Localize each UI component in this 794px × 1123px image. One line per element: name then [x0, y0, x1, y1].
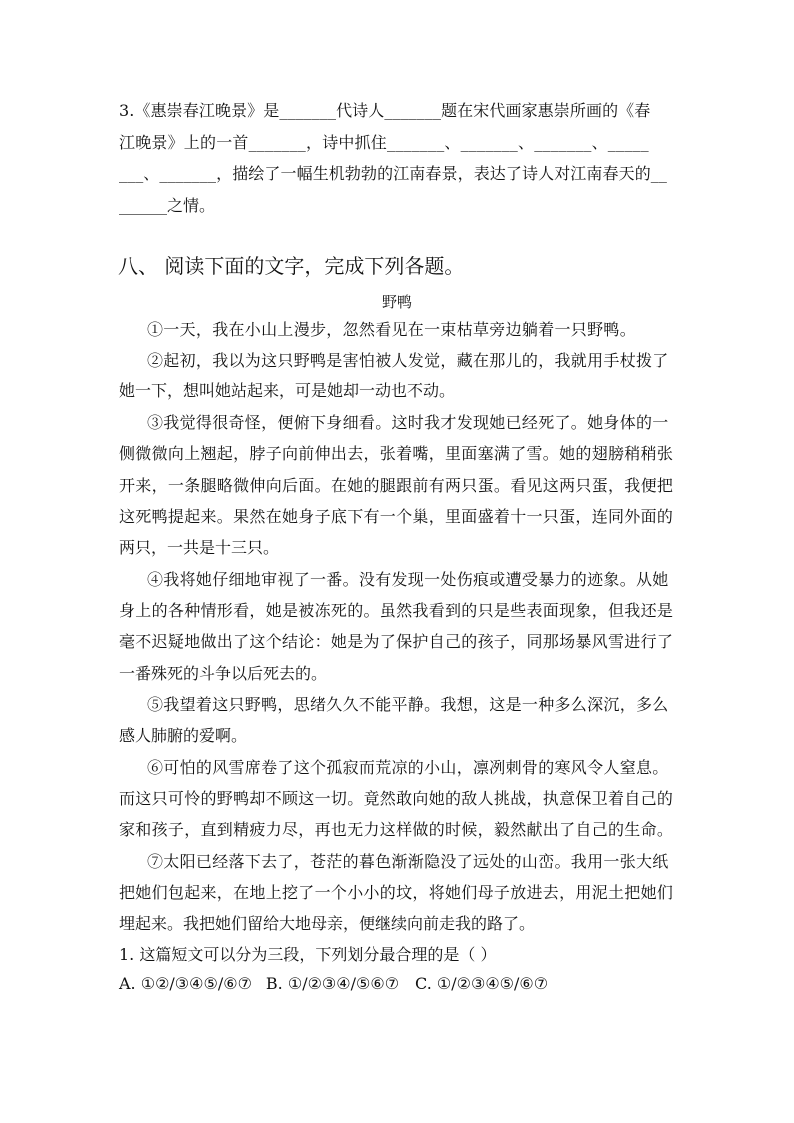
passage-line: ⑤我望着这只野鸭，思绪久久不能平静。我想，这是一种多么深沉，多么	[147, 695, 669, 714]
question3-line-2: 江晚景》上的一首_______，诗中抓住_______、_______、_______、_____	[119, 133, 649, 152]
passage-line: 这死鸭提起来。果然在她身子底下有一个巢，里面盛着十一只蛋，连同外面的	[119, 507, 674, 526]
passage-line: 两只，一共是十三只。	[119, 538, 280, 557]
question1-options	[119, 974, 548, 994]
passage-line: 家和孩子，直到精疲力尽，再也无力这样做的时候，毅然献出了自己的生命。	[119, 820, 674, 839]
passage-line: 开来，一条腿略微伸向后面。在她的腿跟前有两只蛋。看见这两只蛋，我便把	[119, 476, 674, 495]
passage-line: 身上的各种情形看，她是被冻死的。虽然我看到的只是些表面现象，但我还是	[119, 601, 674, 620]
passage-line: 一番殊死的斗争以后死去的。	[119, 664, 328, 683]
passage-title: 野鸭	[381, 293, 412, 311]
passage-line: 感人肺腑的爱啊。	[119, 726, 248, 745]
section-heading: 八、 阅读下面的文字，完成下列各题。	[118, 254, 465, 278]
passage-line: 埋起来。我把她们留给大地母亲，便继续向前走我的路了。	[119, 914, 536, 933]
passage-line: 侧微微向上翘起，脖子向前伸出去，张着嘴，里面塞满了雪。她的翅膀稍稍张	[119, 444, 674, 463]
passage-line: ③我觉得很奇怪，便俯下身细看。这时我才发现她已经死了。她身体的一	[147, 413, 669, 432]
passage-line: 把她们包起来，在地上挖了一个小小的坟，将她们母子放进去，用泥土把她们	[119, 883, 674, 902]
passage-line: ①一天，我在小山上漫步，忽然看见在一束枯草旁边躺着一只野鸭。	[147, 320, 637, 339]
question1-stem: 1. 这篇短文可以分为三段，下列划分最合理的是（ ）	[119, 945, 497, 964]
passage-line: ②起初，我以为这只野鸭是害怕被人发觉，藏在那儿的，我就用手杖拨了	[147, 351, 669, 370]
passage-line: 而这只可怜的野鸭却不顾这一切。竟然敢向她的敌人挑战，执意保卫着自己的	[119, 789, 674, 808]
passage-line: ⑦太阳已经落下去了，苍茫的暮色渐渐隐没了远处的山峦。我用一张大纸	[147, 852, 669, 871]
passage-line: 毫不迟疑地做出了这个结论：她是为了保护自己的孩子，同那场暴风雪进行了	[119, 632, 674, 651]
option-b[interactable]: B. ①/②③④/⑤⑥⑦	[265, 974, 400, 993]
option-c[interactable]: C. ①/②③④⑤/⑥⑦	[415, 974, 549, 993]
passage-line: ④我将她仔细地审视了一番。没有发现一处伤痕或遭受暴力的迹象。从她	[147, 570, 669, 589]
question3-line-3: ___、_______，描绘了一幅生机勃勃的江南春景，表达了诗人对江南春天的__	[119, 164, 668, 183]
question3-line-1: 3.《惠崇春江晚景》是_______代诗人_______题在宋代画家惠崇所画的《春	[119, 101, 651, 120]
passage-line: ⑥可怕的风雪席卷了这个孤寂而荒凉的小山，凛冽刺骨的寒风令人窒息。	[147, 758, 669, 777]
option-a[interactable]: A. ①②/③④⑤/⑥⑦	[119, 974, 252, 993]
question3-line-4: ______之情。	[119, 196, 216, 215]
passage-line: 她一下，想叫她站起来，可是她却一动也不动。	[119, 381, 456, 400]
